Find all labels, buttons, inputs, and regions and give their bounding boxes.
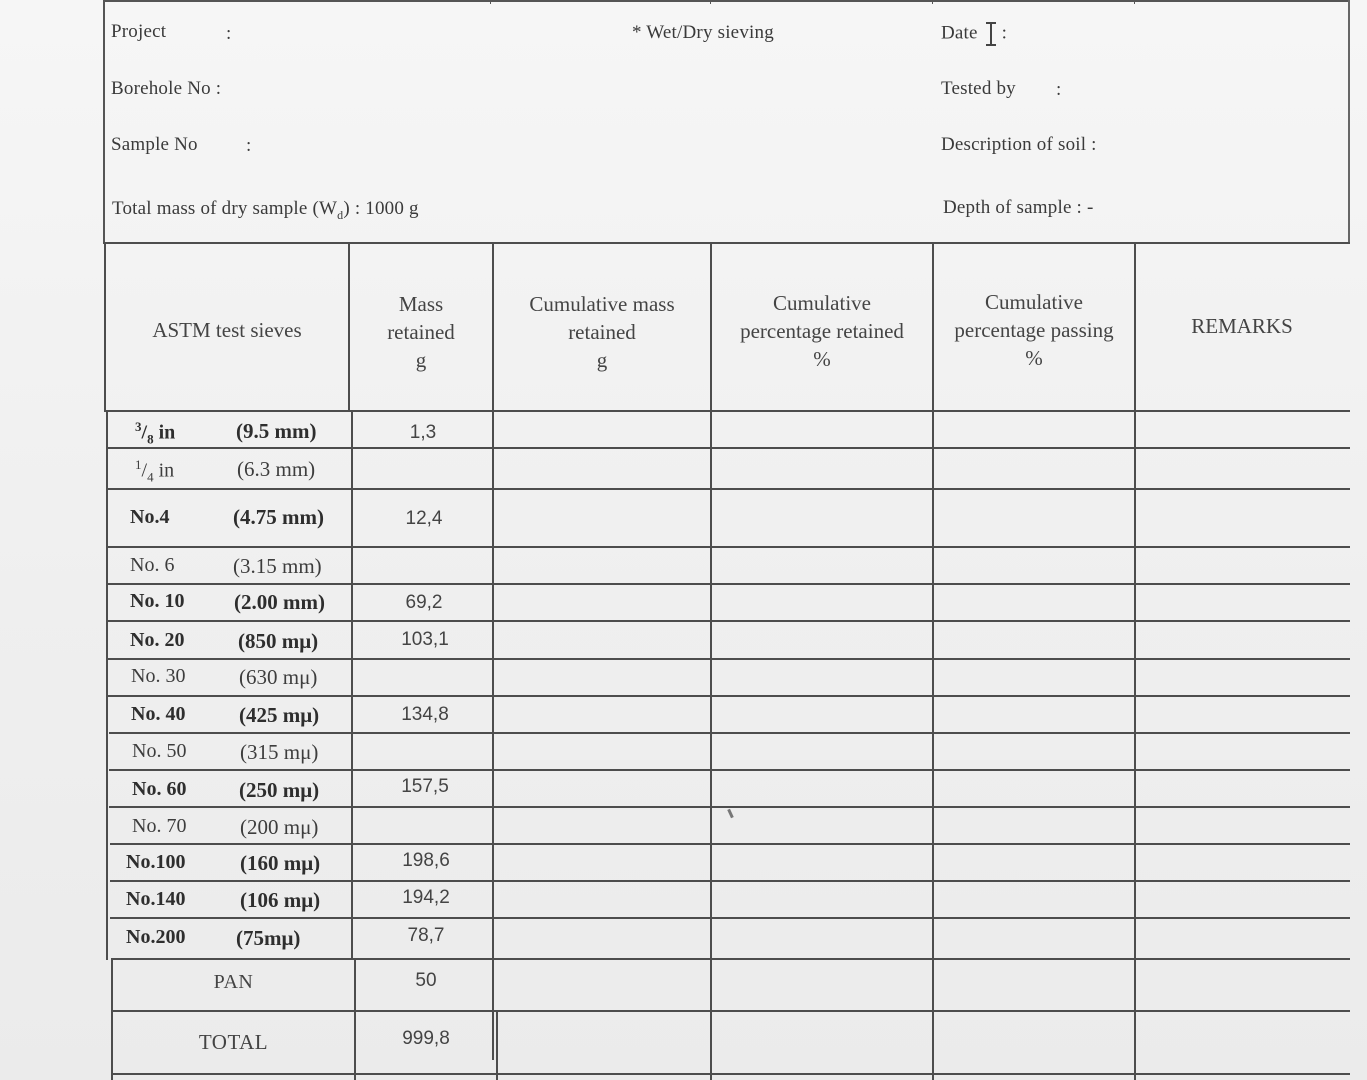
row-divider [110,843,1350,845]
frame-right-border [1348,0,1350,243]
sieve-size: (315 mμ) [240,740,319,764]
column-header-line: % [1025,346,1043,370]
date-label: Date [941,22,978,44]
column-header-line: Cumulative [985,290,1083,314]
sieve-designation: No.100 [126,851,186,873]
mass-retained-value: 69,2 [405,592,443,613]
column-divider [106,410,108,960]
mass-retained-value: 194,2 [402,887,450,908]
column-divider [1134,242,1136,1080]
row-divider [112,1010,1350,1012]
sieve-designation: No. 20 [130,629,185,651]
tested-by-label: Tested by [941,78,1016,99]
row-divider [111,958,1350,960]
text-cursor-icon [986,21,996,47]
sieve-size: (200 mμ) [240,815,319,839]
row-divider [107,488,1350,490]
row-divider [108,695,1350,697]
date-field [941,21,1007,47]
column-header-cumulative-mass-retained [494,287,710,377]
sieve-designation: No. 60 [132,778,187,800]
sieve-designation: No.200 [126,926,186,948]
column-header-line: % [813,347,831,371]
sieve-size: (850 mμ) [238,629,319,653]
sieve-designation: $^1/_4$ in [135,457,175,485]
table-bottom-border [112,1073,1350,1075]
pan-label: PAN [213,971,254,993]
total-label: TOTAL [198,1030,269,1054]
total-mass-label: Total mass of dry sample (W [112,198,338,219]
row-divider [107,583,1350,585]
column-header-line: ASTM test sieves [152,318,302,342]
frame-tick [1134,0,1135,4]
sieve-size: (2.00 mm) [234,590,325,614]
mass-retained-value: 103,1 [401,629,449,650]
header-row-divider [106,410,1350,412]
frame-tick [490,0,491,4]
sieve-size: (160 mμ) [240,851,321,875]
row-divider [108,620,1350,622]
row-divider [109,769,1350,771]
column-header-mass-retained [350,287,492,377]
row-divider [108,658,1350,660]
sieve-designation: No. 50 [132,740,187,762]
mass-retained-value: 198,6 [402,850,450,871]
total-mass-subscript: d [337,207,344,222]
sieve-size: (630 mμ) [239,665,318,689]
description-of-soil-label: Description of soil : [941,134,1097,155]
pan-mass-value: 50 [415,970,437,991]
sieve-size: (250 mμ) [239,778,320,802]
column-header-line: Cumulative mass [529,292,675,316]
column-divider [351,410,353,960]
column-header-line: retained [568,320,636,344]
row-divider [110,917,1350,919]
mass-retained-value: 1,3 [409,422,437,443]
row-divider [107,546,1350,548]
tested-by-colon: : [1056,79,1062,100]
column-header-line: retained [387,320,455,344]
total-mass-value: 999,8 [402,1028,450,1049]
sieve-size: (75mμ) [236,926,301,950]
sieving-method-label: * Wet/Dry sieving [632,22,774,43]
sieve-designation: No. 6 [130,554,175,576]
date-colon: : [1001,22,1008,44]
column-header-cumulative-percentage-retained [712,286,932,376]
frame-left-border [103,0,105,243]
column-header-astm-sieves [106,300,348,360]
column-header-line: REMARKS [1191,314,1293,338]
sample-no-colon: : [246,135,252,156]
sieve-designation: No. 40 [131,703,186,725]
column-divider [496,1010,498,1080]
row-divider [109,732,1350,734]
column-header-cumulative-percentage-passing [934,285,1134,375]
sieve-designation: $^3/_8$ in [135,419,176,447]
row-divider [107,447,1350,449]
mass-retained-value: 157,5 [401,776,449,797]
total-mass-dry-sample [112,198,419,223]
project-colon: : [226,23,232,44]
pen-mark [727,809,734,818]
sieve-size: (3.15 mm) [233,554,322,578]
sieve-size: (106 mμ) [240,888,321,912]
sieve-designation: No.140 [126,888,186,910]
depth-of-sample-label: Depth of sample : - [943,197,1094,218]
sieve-size: (425 mμ) [239,703,320,727]
total-mass-value: ) : 1000 g [343,198,419,219]
column-header-line: Mass [398,292,444,316]
sieve-designation: No.4 [130,506,170,528]
column-header-line: percentage passing [954,318,1114,342]
column-header-line: Cumulative [773,291,871,315]
sieve-designation: No. 30 [131,665,186,687]
column-header-line: g [596,348,608,372]
sieve-size: (6.3 mm) [237,457,316,481]
table-top-border [103,242,1350,244]
sieve-size: (9.5 mm) [236,419,317,443]
mass-retained-value: 134,8 [401,704,449,725]
sieve-designation: No. 70 [132,815,187,837]
borehole-label: Borehole No : [111,78,222,99]
row-divider [110,880,1350,882]
sieve-size: (4.75 mm) [233,505,324,529]
column-header-remarks [1136,296,1348,356]
frame-tick [710,0,711,4]
column-header-line: percentage retained [740,319,904,343]
sieve-designation: No. 10 [130,590,185,612]
project-label: Project [111,21,167,42]
frame-top-border [103,0,1350,2]
sample-no-label: Sample No [111,134,198,155]
mass-retained-value: 12,4 [405,508,443,529]
frame-tick [932,0,933,4]
mass-retained-value: 78,7 [407,925,445,946]
column-header-line: g [415,348,427,372]
